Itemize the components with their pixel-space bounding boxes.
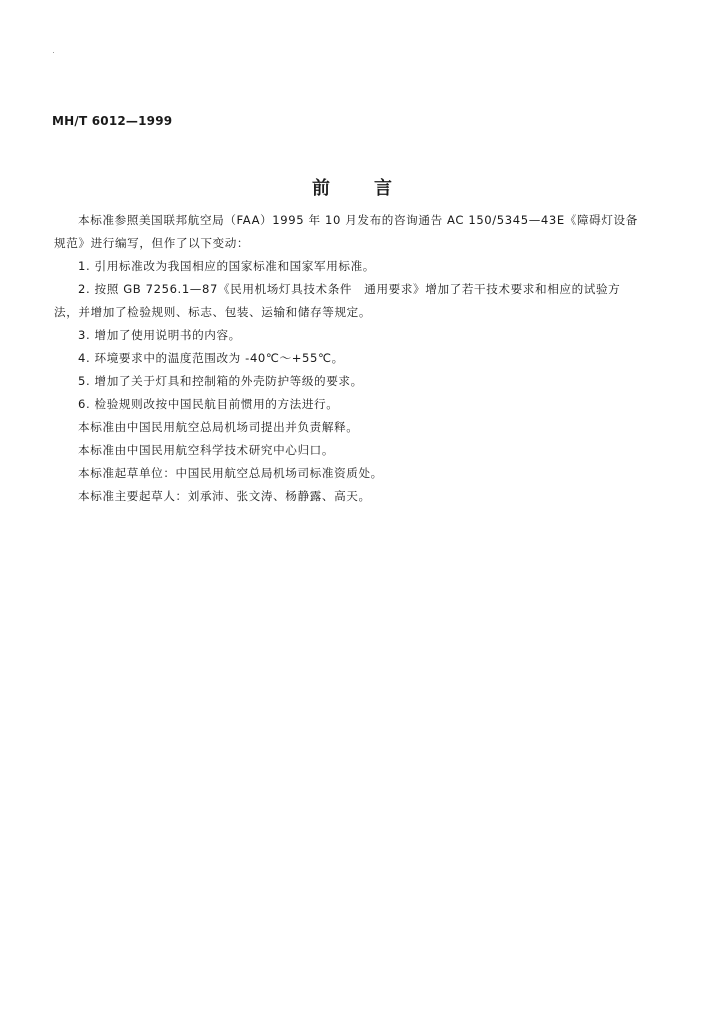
list-item-5: 5. 增加了关于灯具和控制箱的外壳防护等级的要求。 [78,374,363,388]
note-drafting-unit: 本标准起草单位：中国民用航空总局机场司标准资质处。 [78,466,383,480]
list-item-6: 6. 检验规则改按中国民航目前惯用的方法进行。 [78,397,339,411]
paragraph-intro-line-2: 规范》进行编写，但作了以下变动： [54,236,250,250]
title-char-1: 前 [312,178,330,199]
page-title [0,174,704,200]
note-administrator: 本标准由中国民用航空科学技术研究中心归口。 [78,443,335,457]
list-item-3: 3. 增加了使用说明书的内容。 [78,328,241,342]
note-proposer: 本标准由中国民用航空总局机场司提出并负责解释。 [78,420,359,434]
paragraph-intro-line-1: 本标准参照美国联邦航空局（FAA）1995 年 10 月发布的咨询通告 AC 150/5345—43E《障碍灯设备 [78,213,638,227]
note-drafters: 本标准主要起草人：刘承沛、张文涛、杨静露、高天。 [78,489,371,503]
title-char-2: 言 [374,178,392,199]
scan-speck [53,52,54,53]
standard-code: MH/T 6012—1999 [52,114,173,128]
list-item-4: 4. 环境要求中的温度范围改为 -40℃～+55℃。 [78,351,344,365]
list-item-2-line-2: 法，并增加了检验规则、标志、包装、运输和储存等规定。 [54,305,372,319]
list-item-1: 1. 引用标准改为我国相应的国家标准和国家军用标准。 [78,259,376,273]
list-item-2-line-1: 2. 按照 GB 7256.1—87《民用机场灯具技术条件 通用要求》增加了若干技术要求和相应的试验方 [78,282,621,296]
